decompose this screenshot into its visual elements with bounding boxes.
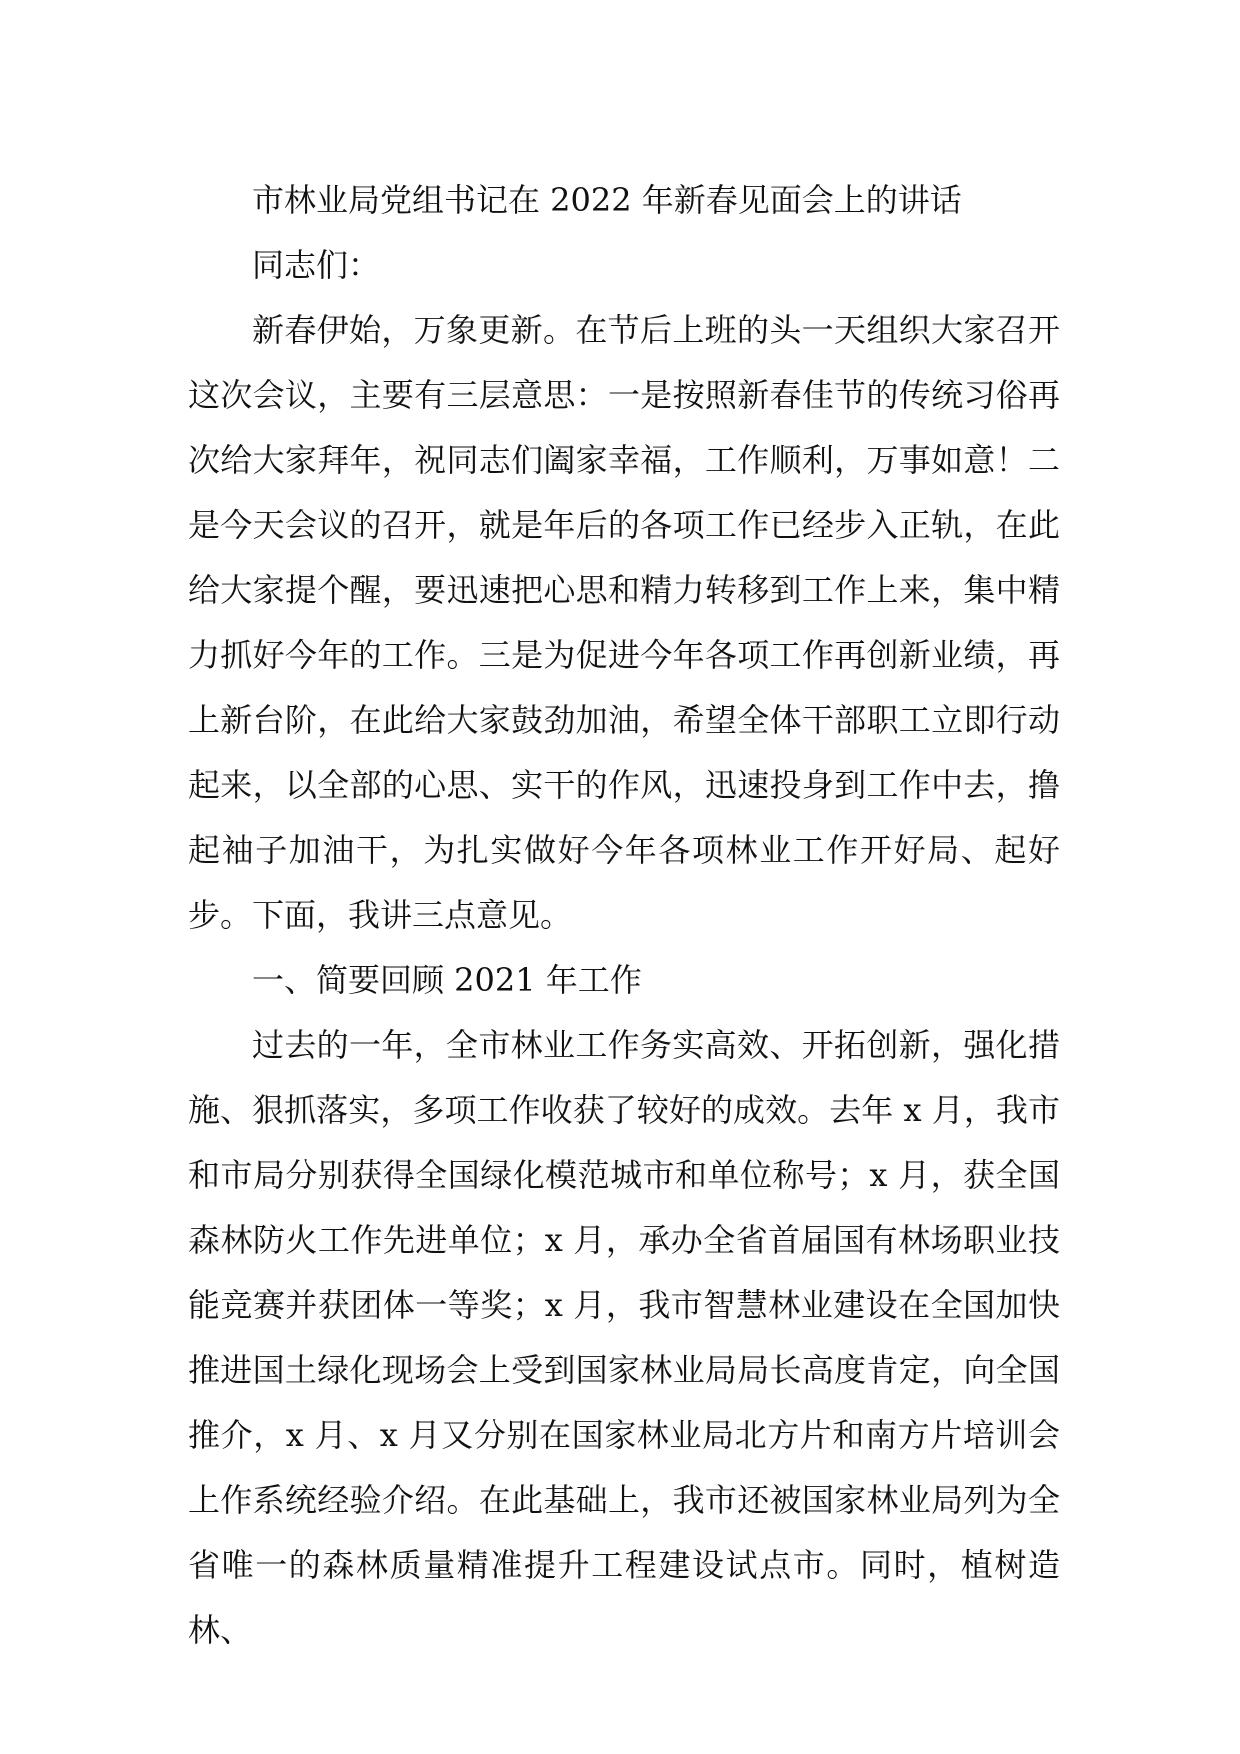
document-title: 市林业局党组书记在 2022 年新春见面会上的讲话 xyxy=(252,181,962,219)
section-heading: 一、简要回顾 2021 年工作 xyxy=(252,961,642,999)
paragraph-review: 过去的一年，全市林业工作务实高效、开拓创新，强化措施、狠抓落实，多项工作收获了较好的成效。去年 x 月，我市和市局分别获得全国绿化模范城市和单位称号；x 月，获全国森林防火工作先进单位；x 月，承办全省首届国有林场职业技能竞赛并获团体一等奖；x 月，我市智慧林业建设在全国加快推进国土绿化现场会上受到国家林业局局长高度肯定，向全国推介，x 月、x 月又分别在国家林业局北方片和南方片培训会上作系统经验介绍。在此基础上，我市还被国家林业局列为全省唯一的森林质量精准提升工程建设试点市。同时，植树造林、 xyxy=(188,1026,1060,1649)
paragraph-intro: 新春伊始，万象更新。在节后上班的头一天组织大家召开这次会议，主要有三层意思：一是按照新春佳节的传统习俗再次给大家拜年，祝同志们阖家幸福，工作顺利，万事如意！二是今天会议的召开，就是年后的各项工作已经步入正轨，在此给大家提个醒，要迅速把心思和精力转移到工作上来，集中精力抓好今年的工作。三是为促进今年各项工作再创新业绩，再上新台阶，在此给大家鼓劲加油，希望全体干部职工立即行动起来，以全部的心思、实干的作风，迅速投身到工作中去，撸起袖子加油干，为扎实做好今年各项林业工作开好局、起好步。下面，我讲三点意见。 xyxy=(188,311,1060,934)
greeting: 同志们： xyxy=(252,246,381,284)
document-body xyxy=(188,168,1060,1663)
